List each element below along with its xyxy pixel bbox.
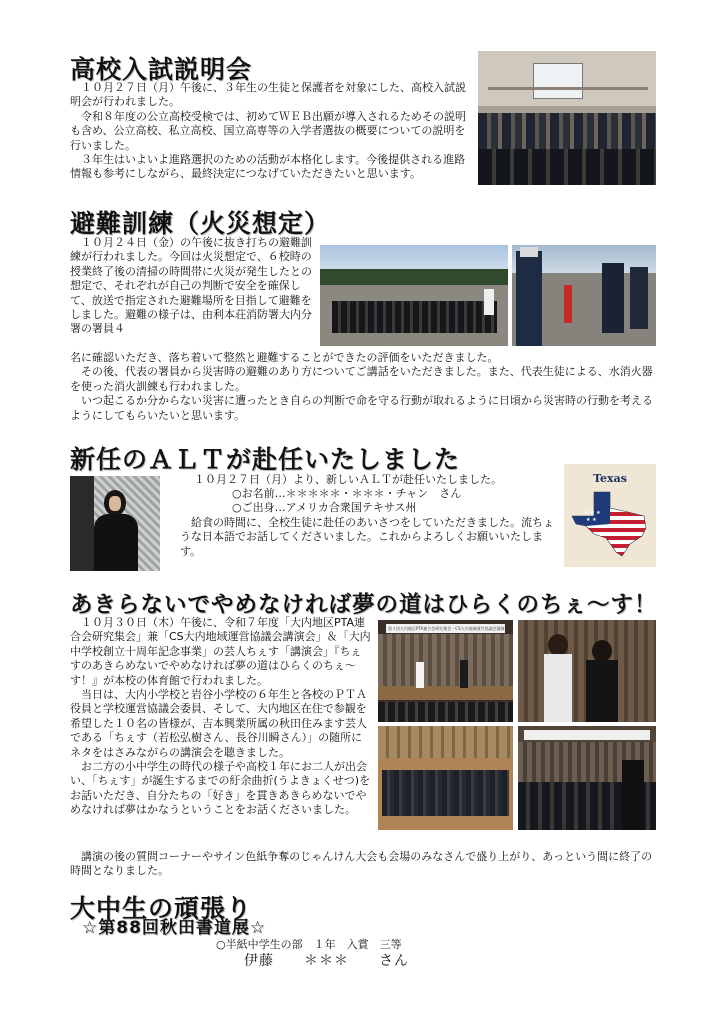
section-title-effort: 大中生の頑張り bbox=[70, 894, 253, 923]
alt-line-name: ○お名前…＊＊＊＊＊・＊＊＊・チャン さん bbox=[232, 487, 462, 500]
alt-paragraph: 給食の時間に、全校生徒に赴任のあいさつをしていただきました。流ちょうな日本語でお話してくださいました。これからよろしくお願いいたします。 bbox=[180, 516, 554, 558]
drill-paragraph-3: いつ起こるか分からない災害に遭ったとき自らの判断で命を守る行動が取れるように日頃から災害時の行動を考えるようにしてもらいたいと思います。 bbox=[70, 394, 653, 422]
lecture-photo-performers bbox=[518, 620, 656, 722]
lecture-body-top bbox=[70, 616, 372, 818]
section-title-lecture: あきらないでやめなければ夢の道はひらくのちぇ～す！ bbox=[70, 592, 658, 618]
exam-paragraph-1: １０月２７日（月）午後に、３年生の生徒と保護者を対象にした、高校入試説明会が行われました。 bbox=[70, 81, 466, 109]
alt-line-origin: ○ご出身…アメリカ合衆国テキサス州 bbox=[232, 501, 417, 514]
lecture-photo-stage bbox=[378, 620, 513, 722]
alt-photo bbox=[70, 476, 160, 571]
lecture-paragraph-4: 講演の後の質問コーナーやサイン色紙争奪のじゃんけん大会も会場のみなさんで盛り上がり、あっという間に終了の時間となりました。 bbox=[70, 850, 653, 878]
effort-student-name: 伊藤 ＊＊＊ さん bbox=[244, 953, 409, 969]
drill-paragraph-2: その後、代表の署員から災害時の避難のあり方についてご講話をいただきました。また、代表生徒による、水消火器を使った消火訓練も行われました。 bbox=[70, 365, 653, 393]
exam-body bbox=[70, 81, 468, 182]
texas-map-image bbox=[564, 464, 656, 567]
svg-text:★ ★: ★ ★ bbox=[586, 517, 597, 523]
lecture-paragraph-2: 当日は、大内小学校と岩谷小学校の６年生と各校のＰＴＡ役員と学校運営協議会委員、そして、大内地区在住で参観を希望した１０名の皆様が、吉本興業所属の秋田住みます芸人である「ちぇす（若松弘樹さん、長谷川瞬さん）」の随所にネタをはさみながらの講演会を聴きました。 bbox=[70, 688, 367, 759]
effort-award-line: ○半紙中学生の部 １年 入賞 三等 bbox=[216, 938, 402, 951]
drill-body-full bbox=[70, 351, 656, 423]
exam-paragraph-3: ３年生はいよいよ進路選択のための活動が本格化します。今後提供される進路情報も参考にしながら、最終決定につなげていただきたいと思います。 bbox=[70, 153, 466, 181]
alt-body bbox=[180, 516, 560, 559]
lecture-photo-audience bbox=[378, 726, 513, 830]
calligraphy-exhibit-title: ☆第88回秋田書道展☆ bbox=[82, 918, 267, 938]
lecture-photo-signing bbox=[518, 726, 656, 830]
section-title-alt: 新任のＡＬＴが赴任いたしました bbox=[70, 445, 461, 474]
drill-photo-field bbox=[320, 245, 508, 346]
drill-paragraph-1: １０月２４日（金）の午後に抜き打ちの避難訓練が行われました。今回は火災想定で、６校時の授業終了後の清掃の時間帯に火災が発生したとの想定で、それぞれが自己の判断で安全を確保して、放送で指定された避難場所を目指して避難をしました。避難の様子は、由利本荘消防署大内分署の署員４ bbox=[70, 236, 312, 336]
lecture-paragraph-3: お二方の小中学生の時代の様子や高校１年にお二人が出会い、「ちぇす」が誕生するまでの紆余曲折(うよきょくせつ)をお話いただき、自分たちの「好き」を貫きあきらめないでやめなければ夢はかなうということをお話くださいました。 bbox=[70, 760, 371, 817]
texas-label: Texas bbox=[593, 472, 627, 485]
texas-flag-icon bbox=[564, 464, 656, 567]
exam-paragraph-2: 令和８年度の公立高校受検では、初めてＷＥＢ出願が導入されるためその説明も含め、公立高校、私立高校、国立高専等の入学者選抜の概要についての説明を行いました。 bbox=[70, 109, 466, 152]
lecture-banner-text: 第３回大内地区PTA連合会研究集会・CS大内地域運営協議会講演会 bbox=[388, 626, 509, 631]
drill-photo-fire-extinguisher bbox=[512, 245, 656, 346]
alt-line-1: １０月２７日（月）より、新しいＡＬＴが赴任いたしました。 bbox=[194, 473, 502, 486]
lecture-paragraph-1: １０月３０日（木）午後に、令和７年度「大内地区PTA連合会研究集会」兼「CS大内地域運営協議会講演会」＆「大内中学校創立十周年記念事業」の芸人ちぇす「講演会」『ちぇすのあきらめないでやめなければ夢の道はひらくのちぇ～す！』が本校の体育館で行われました。 bbox=[70, 616, 371, 687]
section-title-exam: 高校入試説明会 bbox=[70, 55, 253, 84]
section-title-drill: 避難訓練（火災想定） bbox=[70, 209, 331, 238]
lecture-body-bottom bbox=[70, 850, 656, 879]
exam-photo bbox=[478, 51, 656, 185]
svg-text:★ ★ ★: ★ ★ ★ bbox=[584, 510, 601, 516]
drill-body-top bbox=[70, 236, 314, 337]
drill-paragraph-1-cont: 名に確認いただき、落ち着いて整然と避難することができたの評価をいただきました。 bbox=[70, 351, 499, 364]
